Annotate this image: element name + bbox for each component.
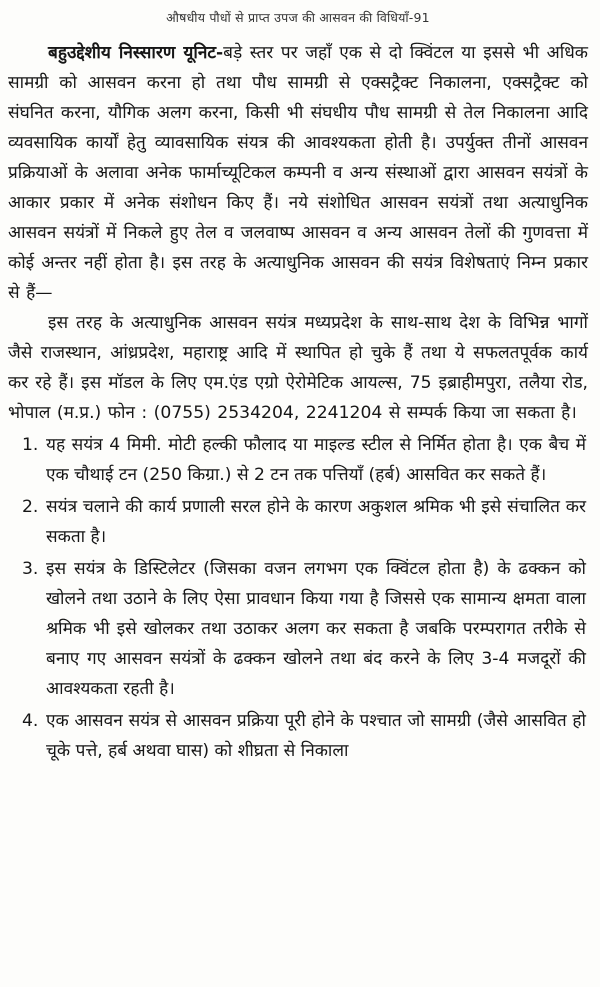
features-list [8,430,588,766]
item-text: एक आसवन सयंत्र से आसवन प्रक्रिया पूरी होने के पश्चात जो सामग्री (जैसे आसवित हो चूके पत्ते, हर्ब अथवा घास) को शीघ्रता से निकाला [46,711,586,761]
contact-paragraph: इस तरह के अत्याधुनिक आसवन सयंत्र मध्यप्रदेश के साथ-साथ देश के विभिन्न भागों जैसे राजस्थान, आंध्रप्रदेश, महाराष्ट्र आदि में स्थापित हो चुके हैं तथा ये सफलतपूर्वक कार्य कर रहे हैं। इस मॉडल के लिए एम.एंड एग्रो ऐरोमेटिक आयल्स, 75 इब्राहीमपुरा, तलैया रोड, भोपाल (म.प्र.) फोन : (0755) 2534204, 2241204 से सम्पर्क किया जा सकता है। [8,313,588,423]
list-item [8,706,588,766]
intro-text: बड़े स्तर पर जहाँ एक से दो क्विंटल या इससे भी अधिक सामग्री को आसवन करना हो तथा पौध सामग्री से एक्सट्रैक्ट निकालना, एक्सट्रैक्ट को संघनित करना, यौगिक अलग करना, किसी भी संघधीय पौध सामग्री से तेल निकालना आदि व्यवसायिक कार्यों हेतु व्यावसायिक संयत्र की आवश्यकता होती है। उपर्युक्त तीनों आसवन प्रक्रियाओं के अलावा अनेक फार्माच्यूटिकल कम्पनी व अन्य संस्थाओं द्वारा आसवन सयंत्रों के आकार प्रकार में अनेक संशोधन किए हैं। नये संशोधित आसवन सयंत्रों तथा अत्याधुनिक आसवन सयंत्रों में निकले हुए तेल व जलवाष्प आसवन व अन्य आसवन तेलों की गुणवत्ता में कोई अन्तर नहीं होता है। इस तरह के अत्याधुनिक आसवन की सयंत्र विशेषताएं निम्न प्रकार से हैं— [8,43,588,303]
item-text: यह सयंत्र 4 मिमी. मोटी हल्की फौलाद या माइल्ड स्टील से निर्मित होता है। एक बैच में एक चौथाई टन (250 किग्रा.) से 2 टन तक पत्तियाँ (हर्ब) आसवित कर सकते हैं। [46,435,586,485]
item-number: 4. [22,711,39,731]
list-item [8,492,588,552]
list-item [8,554,588,704]
item-number: 3. [22,559,39,579]
list-item [8,430,588,490]
section-heading: बहुउद्देशीय निस्सारण यूनिट- [48,43,224,63]
page-header: औषधीय पौधों से प्राप्त उपज की आसवन की विधियाँ-91 [166,10,430,25]
item-text: इस सयंत्र के डिस्टिलेटर (जिसका वजन लगभग एक क्विंटल होता है) के ढक्कन को खोलने तथा उठाने के लिए ऐसा प्रावधान किया गया है जिससे एक सामान्य क्षमता वाला श्रमिक भी इसे खोलकर तथा उठाकर अलग कर सकता है जबकि परम्परागत तरीके से बनाए गए आसवन सयंत्रों के ढक्कन खोलने तथा बंद करने के लिए 3-4 मजदूरों की आवश्यकता रहती है। [46,559,586,699]
item-number: 1. [22,435,39,455]
item-text: सयंत्र चलाने की कार्य प्रणाली सरल होने के कारण अकुशल श्रमिक भी इसे संचालित कर सकता है। [46,497,586,547]
intro-paragraph [8,38,588,308]
item-number: 2. [22,497,39,517]
